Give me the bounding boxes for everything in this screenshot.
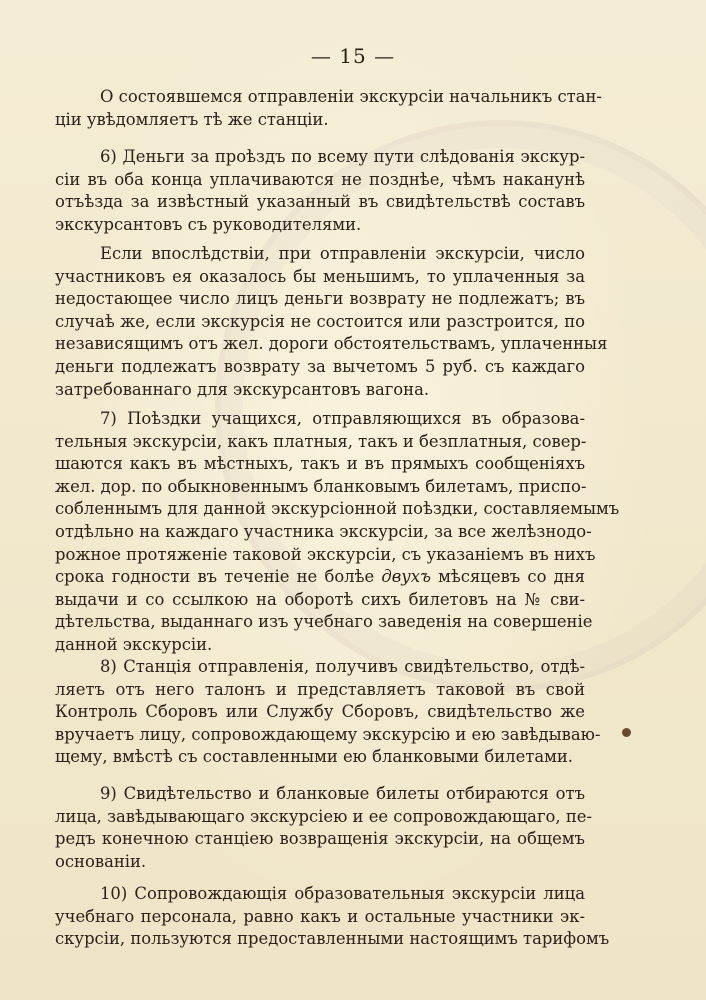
text-line: жел. дор. по обыкновеннымъ бланковымъ билетамъ, приспо- (55, 476, 587, 496)
text-line: случаѣ же, если экскурсія не состоится или разстроится, по (55, 311, 585, 331)
paragraph (55, 883, 610, 951)
text-line: 8) Станція отправленія, получивъ свидѣтельство, отдѣ- (100, 657, 585, 676)
text-line: ляетъ отъ него талонъ и представляетъ таковой въ свой (55, 679, 585, 699)
text-line: учебнаго персонала, равно какъ и остальные участники эк- (55, 906, 585, 926)
text-line: деньги подлежатъ возврату за вычетомъ 5 руб. съ каждаго (55, 356, 585, 376)
text-line: Если впослѣдствіи, при отправленіи экскурсіи, число (100, 244, 585, 263)
text-line: 10) Сопровождающія образовательныя экскурсіи лица (100, 884, 585, 903)
text-line: тельныя экскурсіи, какъ платныя, такъ и безплатныя, совер- (55, 431, 587, 451)
text-line: шаются какъ въ мѣстныхъ, такъ и въ прямыхъ сообщеніяхъ (55, 454, 585, 474)
text-line: редъ конечною станціею возвращенія экскурсіи, на общемъ (55, 829, 585, 849)
text-line: лица, завѣдывающаго экскурсіею и ее сопровождающаго, пе- (55, 806, 592, 826)
text-line: участниковъ ея оказалось бы меньшимъ, то уплаченныя за (55, 266, 585, 286)
text-line: 7) Поѣздки учащихся, отправляющихся въ образова- (100, 409, 585, 428)
text-line: данной экскурсіи. (55, 634, 213, 654)
text-line: срока годности въ теченіе не болѣе двухъ мѣсяцевъ со дня (55, 567, 585, 587)
text-line: О состоявшемся отправленіи экскурсіи начальникъ стан- (100, 87, 602, 106)
text-line: выдачи и со ссылкою на оборотѣ сихъ билетовъ на № сви- (55, 589, 585, 609)
paragraph (55, 86, 602, 131)
text-line: дѣтельства, выданнаго изъ учебнаго заведенія на совершеніе (55, 612, 593, 632)
text-line: щему, вмѣстѣ съ составленными ею бланковыми билетами. (55, 747, 574, 767)
paragraph (55, 656, 601, 769)
text-line: основаніи. (55, 851, 147, 871)
text-line: ціи увѣдомляетъ тѣ же станціи. (55, 109, 329, 129)
paragraph (55, 146, 585, 236)
ink-spot (622, 728, 631, 737)
text-line: затребованнаго для экскурсантовъ вагона. (55, 379, 430, 399)
paragraph (55, 243, 608, 401)
text-line: 9) Свидѣтельство и бланковые билеты отбираются отъ (100, 784, 585, 803)
text-line: рожное протяженіе таковой экскурсіи, съ указаніемъ въ нихъ (55, 544, 596, 564)
text-line: независящимъ отъ жел. дороги обстоятельствамъ, уплаченныя (55, 334, 608, 354)
text-line: отдѣльно на каждаго участника экскурсіи, за все желѣзнодо- (55, 521, 592, 541)
page-number: — 15 — (310, 44, 396, 68)
paragraph (55, 783, 592, 873)
text-line: вручаетъ лицу, сопровождающему экскурсію и ею завѣдываю- (55, 724, 601, 744)
text-line: недостающее число лицъ деньги возврату не подлежатъ; въ (55, 289, 585, 309)
text-line: собленнымъ для данной экскурсіонной поѣздки, составляемымъ (55, 499, 620, 519)
text-line: Контроль Сборовъ или Службу Сборовъ, свидѣтельство же (55, 702, 585, 722)
text-line: экскурсантовъ съ руководителями. (55, 214, 362, 234)
paragraph (55, 408, 620, 657)
text-line: отъѣзда за извѣстный указанный въ свидѣтельствѣ составъ (55, 192, 585, 212)
text-line: сіи въ оба конца уплачиваются не позднѣе, чѣмъ наканунѣ (55, 169, 585, 189)
text-line: скурсіи, пользуются предоставленными настоящимъ тарифомъ (55, 929, 610, 949)
text-line: 6) Деньги за проѣздъ по всему пути слѣдованія экскур- (100, 147, 585, 166)
